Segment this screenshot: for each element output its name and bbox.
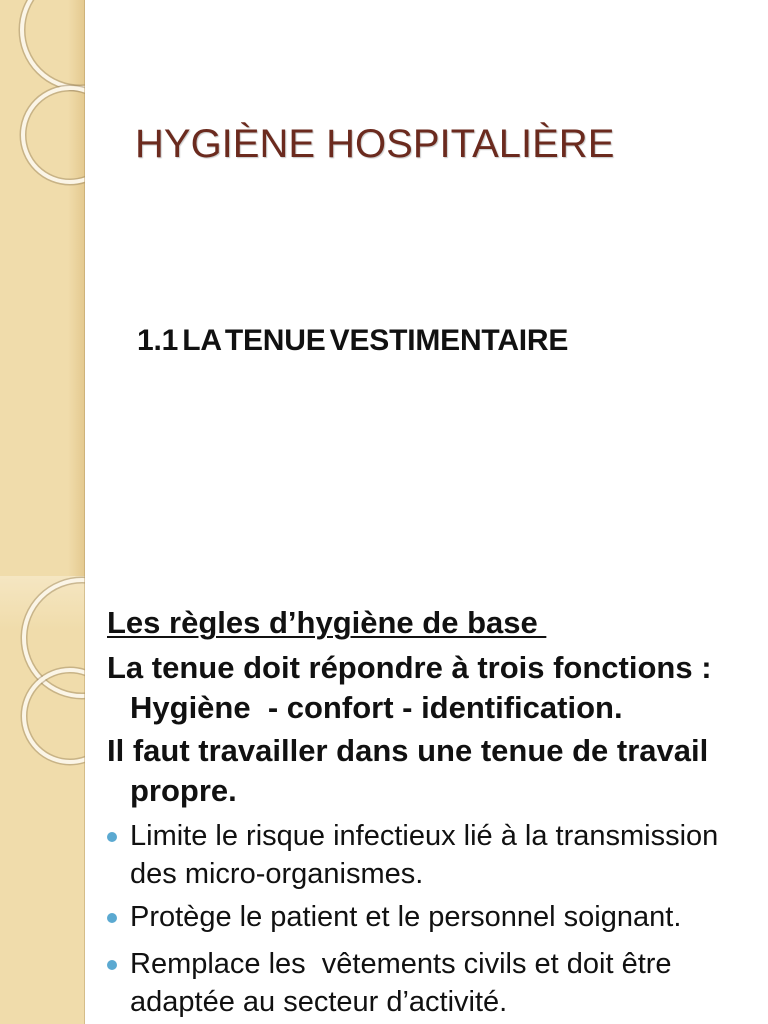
paragraph-line: propre.	[130, 773, 237, 808]
decorative-ring	[24, 580, 85, 696]
paragraph-line: Il faut travailler dans une tenue de travail	[107, 733, 709, 768]
bullet-line: Remplace les vêtements civils et doit être	[130, 948, 672, 980]
decorative-ring	[22, 0, 85, 88]
body-paragraph	[107, 731, 708, 811]
bullet-line: Protège le patient et le personnel soignant.	[130, 901, 682, 933]
bullet-line: Limite le risque infectieux lié à la transmission	[130, 820, 719, 852]
decorative-ring-shadow	[24, 670, 85, 762]
bullet-item	[130, 945, 672, 1021]
decorative-ring-shadow	[23, 88, 85, 182]
decorative-rings	[0, 0, 85, 260]
decorative-ring-shadow	[22, 0, 85, 88]
paragraph-line: La tenue doit répondre à trois fonctions :	[107, 650, 712, 685]
decorative-rings	[0, 576, 85, 836]
bullet-dot-icon	[107, 960, 117, 970]
bullet-line: des micro-organismes.	[130, 858, 424, 890]
bullet-line: adaptée au secteur d’activité.	[130, 986, 508, 1018]
decorative-side-band	[0, 0, 85, 576]
paragraph-line: Hygiène - confort - identification.	[130, 690, 623, 725]
bullet-item	[130, 898, 681, 936]
body-paragraph	[107, 648, 712, 728]
bullet-dot-icon	[107, 832, 117, 842]
section-heading: Les règles d’hygiène de base	[107, 605, 547, 640]
bullet-item	[130, 817, 718, 893]
slide-title: HYGIÈNE HOSPITALIÈRE	[135, 122, 615, 166]
slide-subtitle: 1.1 LA TENUE VESTIMENTAIRE	[137, 324, 569, 357]
slide-2	[0, 576, 768, 1024]
decorative-ring-shadow	[24, 580, 85, 696]
decorative-side-band	[0, 576, 85, 1024]
bullet-dot-icon	[107, 913, 117, 923]
